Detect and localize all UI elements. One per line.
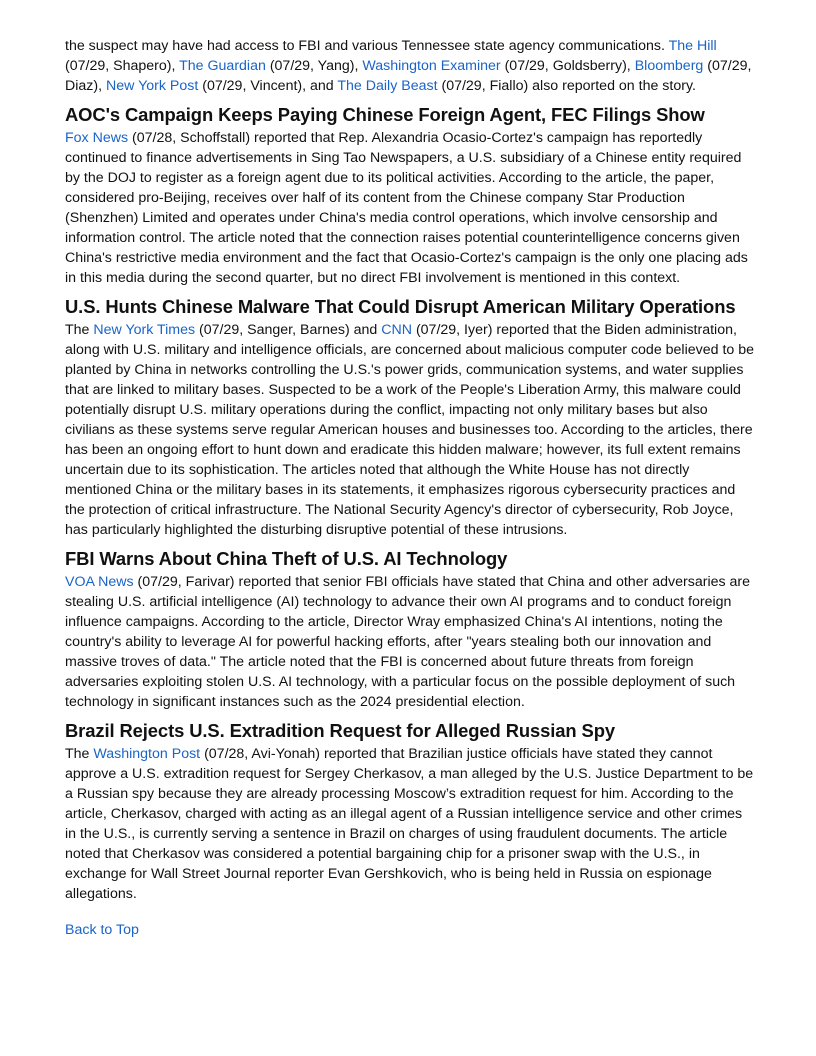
washington-post-link[interactable]: Washington Post (93, 746, 201, 762)
article-body-brazil: The Washington Post (07/28, Avi-Yonah) reported that Brazilian justice officials have stated they cannot approve a U.S. extradition request for Sergey Cherkasov, a man alleged by the U.S. Justice Department to be a Russian spy because they are already processing Moscow’s extradition request for him. According to the article, Cherkasov, charged with acting as an illegal agent of a Russian intelligence service and other crimes in the U.S., is currently serving a sentence in Brazil on charges of using fraudulent documents. The article noted that Cherkasov was considered a potential bargaining chip for a prisoner swap with the U.S., in exchange for Wall Street Journal reporter Evan Gershkovich, who is being held in Russia on espionage allegations. (65, 746, 754, 902)
fox-news-link[interactable]: Fox News (65, 130, 129, 146)
new-york-post-link[interactable]: New York Post (106, 78, 199, 94)
article-title-malware: U.S. Hunts Chinese Malware That Could Disrupt American Military Operations (65, 296, 736, 317)
cnn-link[interactable]: CNN (381, 322, 412, 338)
newsletter-page (65, 36, 755, 940)
daily-beast-link[interactable]: The Daily Beast (337, 78, 438, 94)
article-body-aoc: Fox News (07/28, Schoffstall) reported that Rep. Alexandria Ocasio-Cortez's campaign has reportedly continued to finance advertisements in Sing Tao Newspapers, a U.S. subsidiary of a Chinese entity required by the DOJ to register as a foreign agent due to its political activities. According to the article, the paper, considered pro-Beijing, receives over half of its content from the Chinese company Star Production (Shenzhen) Limited and operates under China's media control operations, which involve censorship and information control. The article noted that the connection raises potential counterintelligence concerns given China's restrictive media environment and the fact that Ocasio-Cortez's campaign is the only one placing ads in this media during the second quarter, but no direct FBI involvement is mentioned in this context. (65, 130, 748, 286)
new-york-times-link[interactable]: New York Times (93, 322, 196, 338)
the-guardian-link[interactable]: The Guardian (179, 58, 266, 74)
bloomberg-link[interactable]: Bloomberg (634, 58, 704, 74)
intro-paragraph: the suspect may have had access to FBI and various Tennessee state agency communications. The Hill (07/29, Shapero), The Guardian (07/29, Yang), Washington Examiner (07/29, Goldsberry), Bloomberg (07/29, Diaz), New York Post (07/29, Vincent), and The Daily Beast (07/29, Fiallo) also reported on the story. (65, 38, 752, 94)
article-title-aoc: AOC's Campaign Keeps Paying Chinese Foreign Agent, FEC Filings Show (65, 104, 705, 125)
voa-news-link[interactable]: VOA News (65, 574, 134, 590)
article-body-ai-theft: VOA News (07/29, Farivar) reported that senior FBI officials have stated that China and other adversaries are stealing U.S. artificial intelligence (AI) technology to advance their own AI programs and to conduct foreign influence campaigns. According to the article, Director Wray emphasized China's AI intentions, noting the country's ability to leverage AI for powerful hacking efforts, after "years stealing both our innovation and massive troves of data." The article noted that the FBI is concerned about future threats from foreign adversaries exploiting stolen U.S. AI technology, with a particular focus on the possible deployment of such technology in significant instances such as the 2024 presidential election. (65, 574, 751, 710)
article-body-malware: The New York Times (07/29, Sanger, Barnes) and CNN (07/29, Iyer) reported that the Biden administration, along with U.S. military and intelligence officials, are concerned about malicious computer code believed to be planted by China in networks controlling the U.S.'s power grids, communication systems, and water supplies that are linked to military bases. Suspected to be a work of the People's Liberation Army, this malware could potentially disrupt U.S. military operations during the conflict, impacting not only military bases but also civilians as these systems serve regular American houses and businesses too. According to the articles, there has been an ongoing effort to hunt down and eradicate this hidden malware; however, its full extent remains uncertain due to its sophistication. The articles noted that although the White House has not directly mentioned China or the military bases in its statements, it emphasizes rigorous cybersecurity practices and the protection of critical infrastructure. The National Security Agency's director of cybersecurity, Rob Joyce, has particularly highlighted the disturbing disruptive potential of these intrusions. (65, 322, 755, 538)
back-to-top-row (65, 920, 755, 940)
the-hill-link[interactable]: The Hill (668, 38, 717, 54)
back-to-top-link[interactable]: Back to Top (65, 922, 139, 938)
article-title-ai-theft: FBI Warns About China Theft of U.S. AI Technology (65, 548, 508, 569)
article-title-brazil: Brazil Rejects U.S. Extradition Request for Alleged Russian Spy (65, 720, 615, 741)
washington-examiner-link[interactable]: Washington Examiner (362, 58, 501, 74)
